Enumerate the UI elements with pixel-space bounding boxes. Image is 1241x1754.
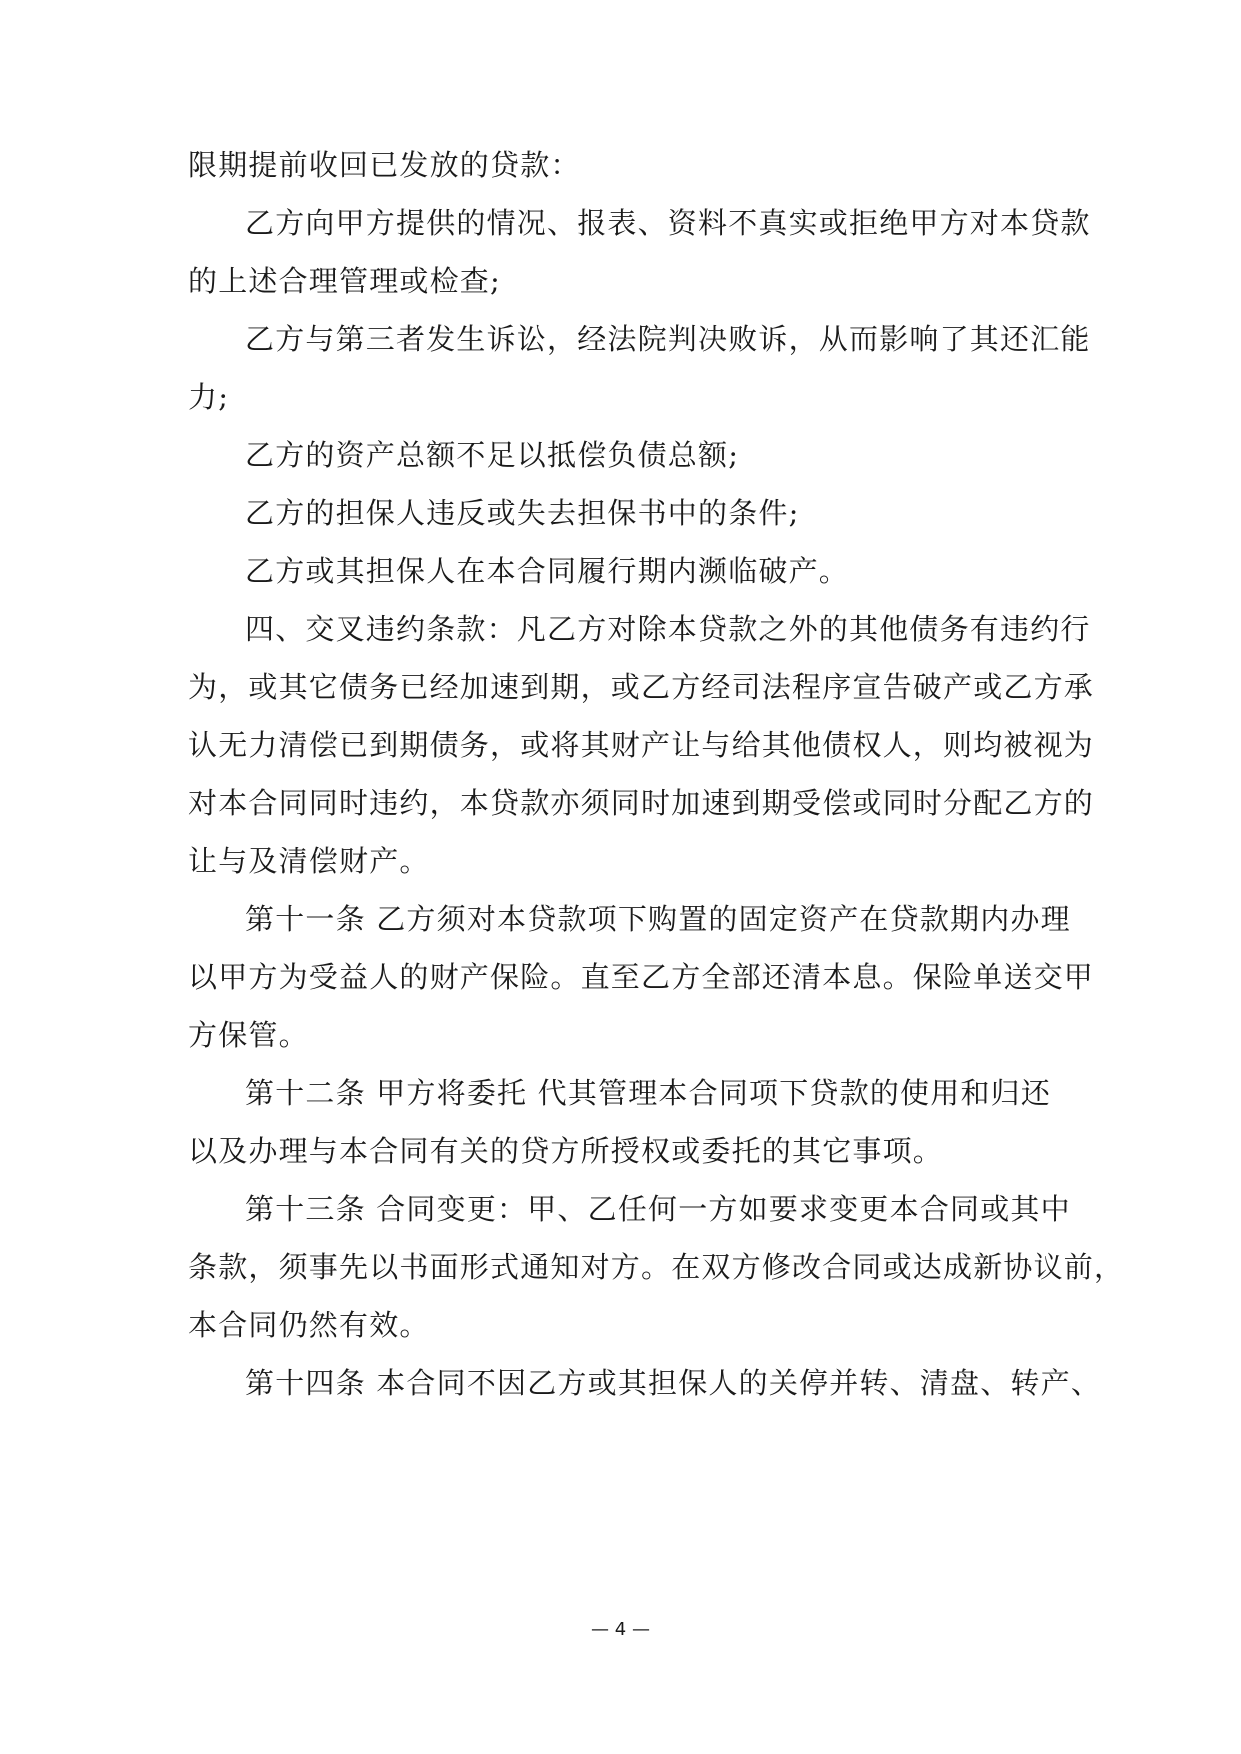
text-line: 第十四条 本合同不因乙方或其担保人的关停并转、清盘、转产、 (245, 1366, 1102, 1400)
text-line: 为，或其它债务已经加速到期，或乙方经司法程序宣告破产或乙方承 (188, 670, 1095, 704)
text-line: 对本合同同时违约，本贷款亦须同时加速到期受偿或同时分配乙方的 (188, 786, 1095, 820)
text-line: 本合同仍然有效。 (188, 1308, 430, 1342)
text-line: 以及办理与本合同有关的贷方所授权或委托的其它事项。 (188, 1134, 944, 1168)
text-line: 方保管。 (188, 1018, 309, 1052)
page-number: — 4 — (591, 1619, 650, 1640)
text-line: 乙方向甲方提供的情况、报表、资料不真实或拒绝甲方对本贷款 (245, 206, 1091, 240)
text-line: 乙方的担保人违反或失去担保书中的条件; (245, 496, 800, 530)
text-line: 第十三条 合同变更：甲、乙任何一方如要求变更本合同或其中 (245, 1192, 1071, 1226)
text-line: 力; (188, 380, 230, 414)
text-line: 的上述合理管理或检查; (188, 264, 501, 298)
text-line: 乙方或其担保人在本合同履行期内濒临破产。 (245, 554, 850, 588)
text-line: 限期提前收回已发放的贷款： (188, 148, 581, 182)
text-line: 让与及清偿财产。 (188, 844, 430, 878)
text-line: 认无力清偿已到期债务，或将其财产让与给其他债权人，则均被视为 (188, 728, 1095, 762)
text-line: 乙方的资产总额不足以抵偿负债总额; (245, 438, 740, 472)
text-line: 四、交叉违约条款：凡乙方对除本贷款之外的其他债务有违约行 (245, 612, 1091, 646)
text-line: 乙方与第三者发生诉讼，经法院判决败诉，从而影响了其还汇能 (245, 322, 1091, 356)
text-line: 第十一条 乙方须对本贷款项下购置的固定资产在贷款期内办理 (245, 902, 1071, 936)
text-line: 以甲方为受益人的财产保险。直至乙方全部还清本息。保险单送交甲 (188, 960, 1095, 994)
text-line: 第十二条 甲方将委托 代其管理本合同项下贷款的使用和归还 (245, 1076, 1052, 1110)
text-line: 条款，须事先以书面形式通知对方。在双方修改合同或达成新协议前， (188, 1250, 1125, 1284)
